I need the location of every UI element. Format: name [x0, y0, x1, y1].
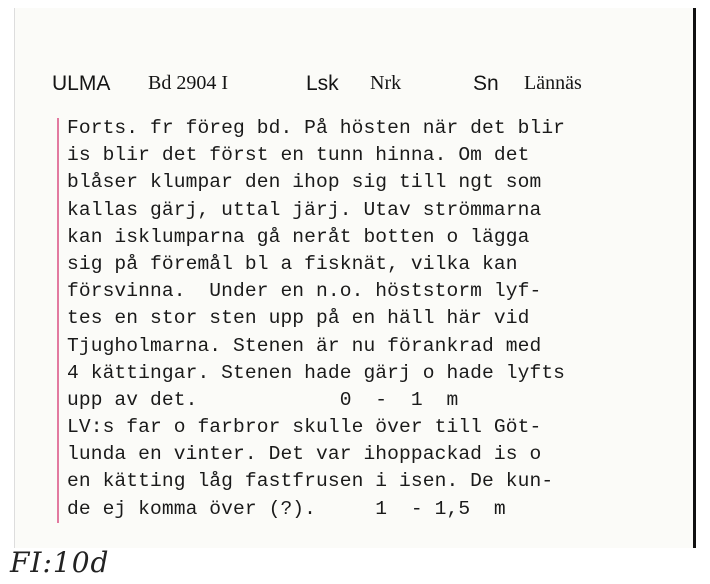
handwritten-archive-mark: FI:10d: [10, 546, 110, 579]
text-line: försvinna. Under en n.o. höststorm lyf-: [67, 280, 542, 303]
province-code: Nrk: [370, 72, 402, 94]
text-line: en kätting låg fastfrusen i isen. De kun-: [67, 470, 554, 493]
text-line: tes en stor sten upp på en häll här vid: [67, 307, 530, 330]
text-line: LV:s far o farbror skulle över till Göt-: [67, 416, 542, 439]
text-line: 4 kättingar. Stenen hade gärj o hade lyfts: [67, 361, 566, 384]
text-line: kan isklumparna gå neråt botten o lägga: [67, 225, 530, 248]
landskap-label: Lsk: [306, 72, 339, 95]
text-line: Forts. fr föreg bd. På hösten när det blir: [67, 117, 566, 139]
text-line: is blir det först en tunn hinna. Om det: [67, 144, 530, 167]
parish-name: Lännäs: [524, 72, 582, 94]
text-line: upp av det. 0 - 1 m: [67, 388, 459, 411]
text-line: lunda en vinter. Det var ihoppackad is o: [67, 443, 542, 466]
socken-label: Sn: [473, 72, 499, 95]
text-line: Tjugholmarna. Stenen är nu förankrad med: [67, 334, 542, 357]
text-line: kallas gärj, uttal järj. Utav strömmarna: [67, 198, 542, 221]
text-line: blåser klumpar den ihop sig till ngt som: [67, 171, 542, 194]
text-line: sig på föremål bl a fisknät, vilka kan: [67, 252, 518, 275]
volume-number: Bd 2904 I: [148, 72, 228, 94]
dialect-code: ULMA: [52, 72, 111, 95]
margin-rule: [57, 118, 59, 523]
text-line: de ej komma över (?). 1 - 1,5 m: [67, 497, 506, 520]
card-body-text: [67, 115, 565, 523]
